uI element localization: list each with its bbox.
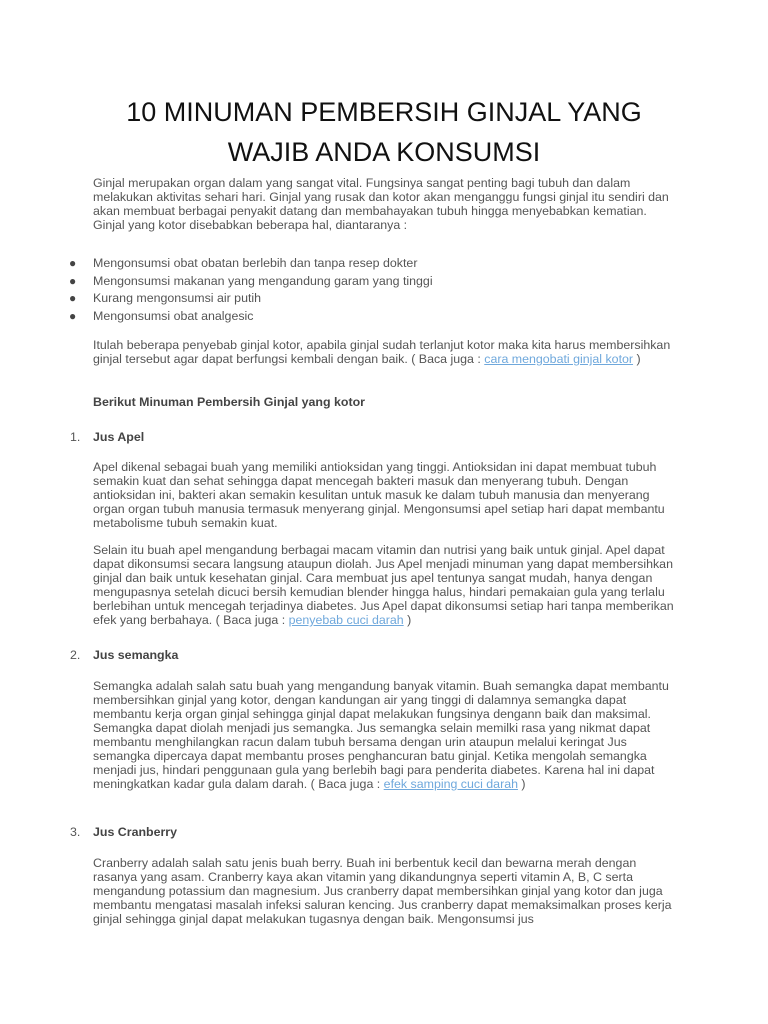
item-number: 1. (70, 430, 81, 444)
title-line-1: 10 MINUMAN PEMBERSIH GINJAL YANG (126, 97, 642, 127)
bullet-icon: ● (69, 256, 77, 270)
list-item: ● Mengonsumsi obat obatan berlebih dan tanpa resep dokter (69, 256, 418, 270)
item-number: 3. (70, 825, 81, 839)
list-item: ● Kurang mengonsumsi air putih (69, 291, 262, 306)
link-cara-mengobati-ginjal-kotor[interactable]: cara mengobati ginjal kotor (484, 352, 634, 366)
page-title (0, 92, 768, 172)
link-efek-samping-cuci-darah[interactable]: efek samping cuci darah (383, 777, 518, 791)
item-number: 2. (70, 648, 81, 662)
intro-paragraph: Ginjal merupakan organ dalam yang sangat vital. Fungsinya sangat penting bagi tubuh dan dalam melakukan aktivitas sehari hari. Ginjal yang rusak dan kotor akan menganggu fungsi ginjal itu sendiri dan akan membuat berbagai penyakit datang dan membahayakan tubuh hingga menyebabkan kematian. Ginjal yang kotor disebabkan beberapa hal, diantaranya : (93, 176, 669, 232)
bullet-icon: ● (69, 273, 77, 288)
bullet-icon: ● (69, 291, 77, 306)
item-paragraph: Selain itu buah apel mengandung berbagai macam vitamin dan nutrisi yang baik untuk ginjal. Apel dapat dapat dikonsumsi secara langsung ataupun diolah. Jus Apel menjadi minuman yang dapat membersihkan ginjal dan baik untuk kesehatan ginjal. Cara membuat jus apel tentunya sangat mudah, hanya dengan mengupasnya setelah dicuci bersih kemudian blender hingga halus, hindari pemakaian gula yang terlalu berlebihan untuk mencegah terjadinya diabetes. Jus Apel dapat dikonsumsi setiap hari tanpa memberikan efek yang berbahaya. ( Baca juga : penyebab cuci darah ) (93, 543, 674, 627)
title-line-2: WAJIB ANDA KONSUMSI (227, 137, 541, 167)
bullet-icon: ● (69, 309, 77, 324)
item-paragraph: Semangka adalah salah satu buah yang mengandung banyak vitamin. Buah semangka dapat membantu membersihkan ginjal yang kotor, dengan kandungan air yang tinggi di dalamnya semangka dapat membantu kerja organ ginjal sehingga ginjal dapat melakukan fungsinya dengann baik dan maksimal. Semangka dapat diolah menjadi jus semangka. Jus semangka selain memilki rasa yang nikmat dapat membantu menghilangkan racun dalam tubuh bersama dengan urin ataupun melalui keringat Jus semangka dipercaya dapat membantu proses penghancuran batu ginjal. Ketika mengolah semangka menjadi jus, hindari penggunaan gula yang berlebih bagi para penderita diabetes. Karena hal ini dapat meningkatkan kadar gula dalam darah. ( Baca juga : efek samping cuci darah ) (93, 679, 669, 791)
list-item: ● Mengonsumsi obat analgesic (69, 309, 254, 324)
cause-list (0, 256, 768, 327)
item-title: Jus Apel (93, 430, 145, 444)
item-title: Jus Cranberry (93, 825, 178, 839)
list-heading: Berikut Minuman Pembersih Ginjal yang kotor (93, 395, 365, 409)
closing-paragraph: Itulah beberapa penyebab ginjal kotor, apabila ginjal sudah terlanjut kotor maka kita harus membersihkan ginjal tersebut agar dapat berfungsi kembali dengan baik. ( Baca juga : cara mengobati ginjal kotor ) (93, 338, 671, 366)
link-penyebab-cuci-darah[interactable]: penyebab cuci darah (288, 613, 404, 627)
item-paragraph: Apel dikenal sebagai buah yang memiliki antioksidan yang tinggi. Antioksidan ini dapat membuat tubuh semakin kuat dan sehat sehingga dapat mencegah bakteri masuk dan menyerang tubuh. Dengan antioksidan ini, bakteri akan semakin kesulitan untuk masuk ke dalam tubuh manusia dan menyerang organ organ tubuh manusia termasuk menyerang ginjal. Mengonsumsi apel setiap hari dapat membantu metabolisme tubuh semakin kuat. (93, 460, 665, 530)
list-item: ● Mengonsumsi makanan yang mengandung garam yang tinggi (69, 273, 433, 288)
item-title: Jus semangka (93, 648, 179, 662)
item-paragraph: Cranberry adalah salah satu jenis buah berry. Buah ini berbentuk kecil dan bewarna merah dengan rasanya yang asam. Cranberry kaya akan vitamin yang dikandungnya seperti vitamin A, B, C serta mengandung potassium dan magnesium. Jus cranberry dapat membersihkan ginjal yang kotor dan juga membantu mengatasi masalah infeksi saluran kencing. Jus cranberry dapat memaksimalkan proses kerja ginjal sehingga ginjal dapat melakukan tugasnya dengan baik. Mengonsumsi jus (93, 856, 672, 926)
